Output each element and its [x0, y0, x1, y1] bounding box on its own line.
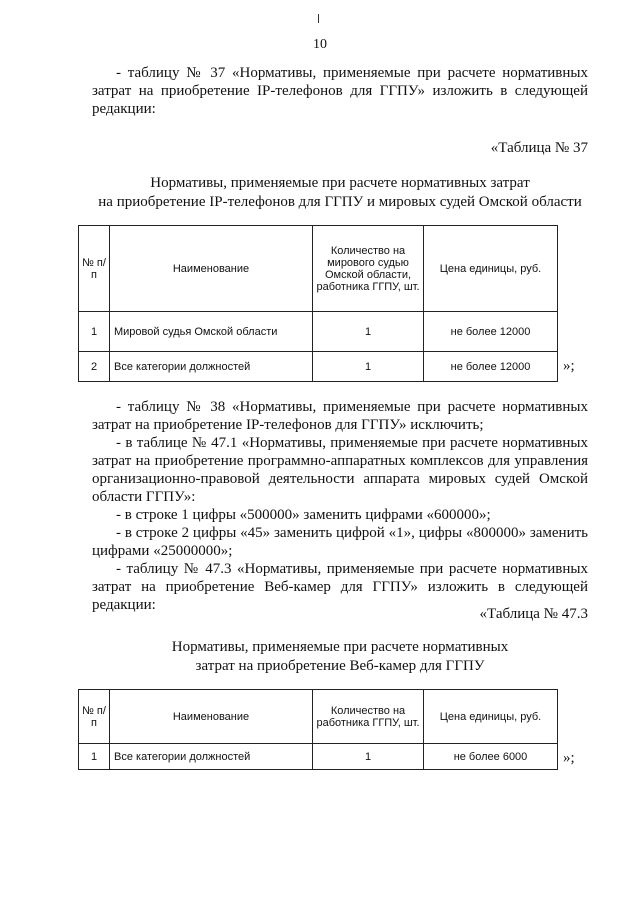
- table37-row1-price: не более 12000: [424, 312, 558, 352]
- table37-label: «Таблица № 37: [490, 140, 588, 156]
- table-row: [79, 352, 558, 382]
- table473-end-mark: »;: [563, 750, 575, 766]
- table473-label: «Таблица № 47.3: [479, 606, 588, 622]
- table37: [78, 225, 558, 382]
- table473-header-num: № п/п: [79, 690, 110, 744]
- table37-title-line1: Нормативы, применяемые при расчете нормативных затрат: [150, 175, 530, 191]
- paragraph-table473-instruction: - таблицу № 47.3 «Нормативы, применяемые при расчете нормативных затрат на приобретение Веб-камер для ГГПУ» изложить в следующей редакции:: [92, 561, 588, 613]
- table473-title-line1: Нормативы, применяемые при расчете нормативных: [171, 639, 509, 655]
- table473-row1-name: Все категории должностей: [110, 744, 313, 770]
- table-row: [79, 312, 558, 352]
- table-row: [79, 744, 558, 770]
- table37-title: [60, 174, 620, 212]
- table37-row1-num: 1: [79, 312, 110, 352]
- table37-header-qty: Количество на мирового судью Омской области, работника ГГПУ, шт.: [313, 226, 424, 312]
- table473-row1-price: не более 6000: [424, 744, 558, 770]
- table37-row1-name: Мировой судья Омской области: [110, 312, 313, 352]
- intro-paragraph: [92, 64, 588, 118]
- table473-row1-num: 1: [79, 744, 110, 770]
- scan-mark: [318, 14, 319, 23]
- table473-header-price: Цена единицы, руб.: [424, 690, 558, 744]
- table37-header-num: № п/п: [79, 226, 110, 312]
- table473-title-line2: затрат на приобретение Веб-камер для ГГПУ: [195, 658, 485, 674]
- body-paragraphs: [92, 398, 588, 614]
- table37-row1-qty: 1: [313, 312, 424, 352]
- table37-row2-name: Все категории должностей: [110, 352, 313, 382]
- table37-header-row: [79, 226, 558, 312]
- table473-row1-qty: 1: [313, 744, 424, 770]
- table473-title: [60, 638, 620, 676]
- table473-header-row: [79, 690, 558, 744]
- table37-header-name: Наименование: [110, 226, 313, 312]
- page-number: 10: [313, 37, 327, 52]
- table37-title-line2: на приобретение IP-телефонов для ГГПУ и мировых судей Омской области: [98, 194, 582, 210]
- table473: [78, 689, 558, 770]
- table37-end-mark: »;: [563, 358, 575, 374]
- table37-row2-price: не более 12000: [424, 352, 558, 382]
- table37-row2-num: 2: [79, 352, 110, 382]
- table37-header-price: Цена единицы, руб.: [424, 226, 558, 312]
- table473-header-name: Наименование: [110, 690, 313, 744]
- paragraph-table471-intro: - в таблице № 47.1 «Нормативы, применяемые при расчете нормативных затрат на приобретение программно-аппаратных комплексов для управления организационно-правовой деятельности аппарата мировых судей Омской области ГГПУ»:: [92, 435, 588, 505]
- paragraph-table38-exclude: - таблицу № 38 «Нормативы, применяемые при расчете нормативных затрат на приобретение IP-телефонов для ГГПУ» исключить;: [92, 399, 588, 433]
- table37-row2-qty: 1: [313, 352, 424, 382]
- paragraph-row1-change: - в строке 1 цифры «500000» заменить цифрами «600000»;: [116, 507, 491, 523]
- paragraph-row2-change: - в строке 2 цифры «45» заменить цифрой «1», цифры «800000» заменить цифрами «25000000»;: [92, 525, 588, 559]
- paragraph-table37-instruction: - таблицу № 37 «Нормативы, применяемые при расчете нормативных затрат на приобретение IP-телефонов для ГГПУ» изложить в следующей редакции:: [92, 65, 588, 117]
- table473-header-qty: Количество на работника ГГПУ, шт.: [313, 690, 424, 744]
